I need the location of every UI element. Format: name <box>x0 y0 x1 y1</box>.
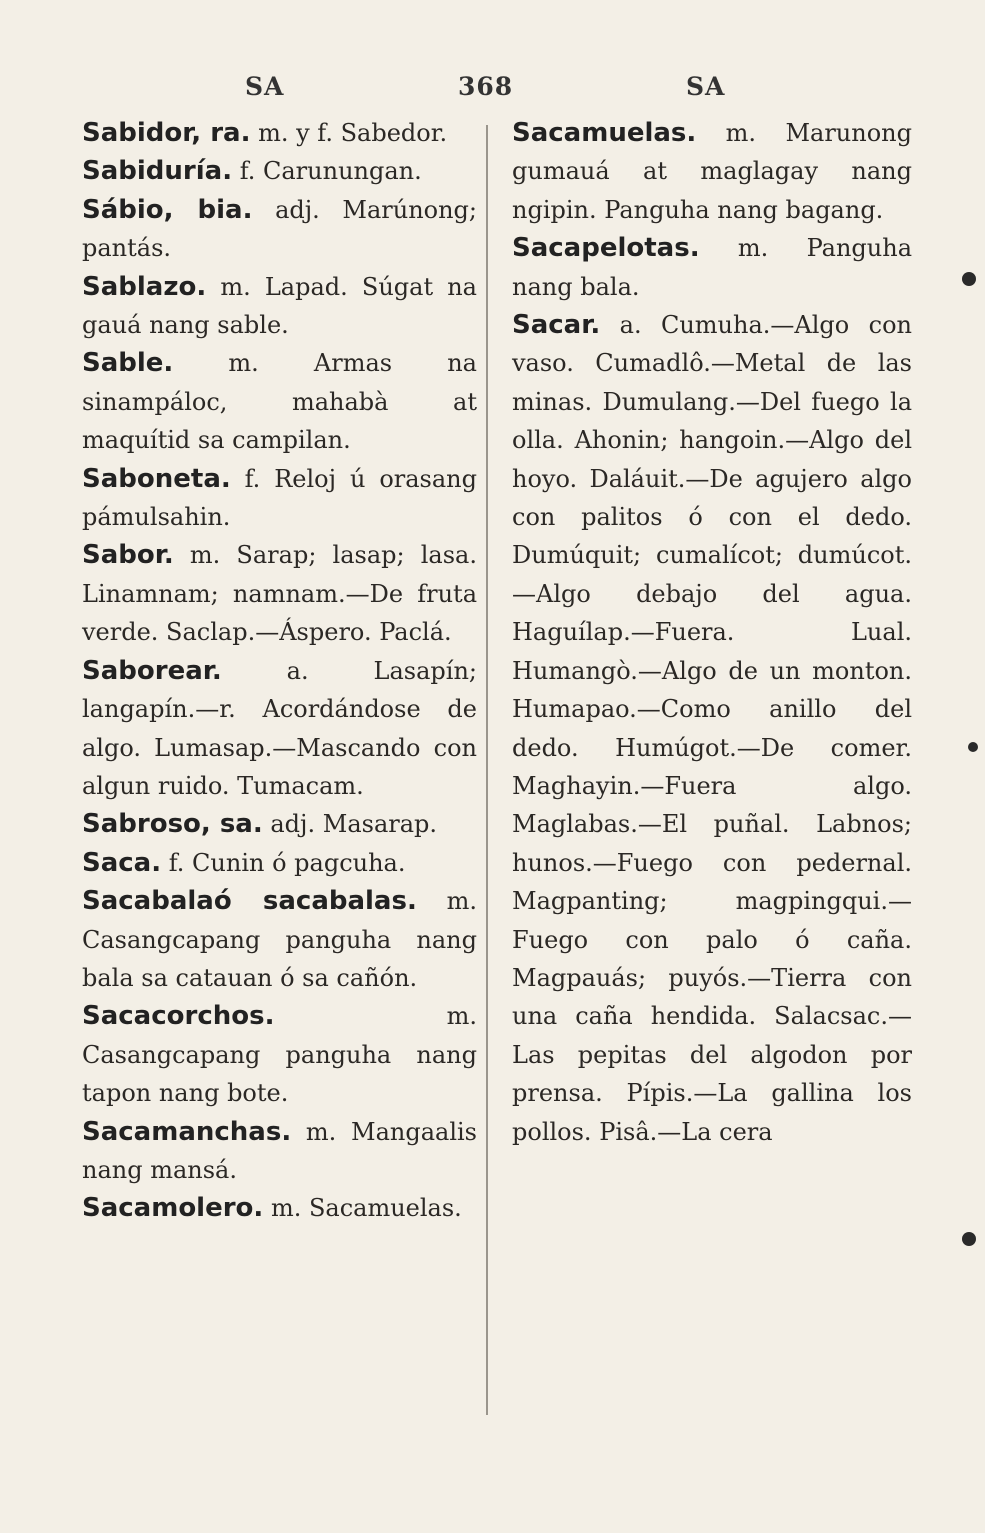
dictionary-entry <box>82 997 477 1112</box>
dictionary-entry <box>82 460 477 537</box>
entry-definition: m. Casangcapang panguha nang tapon nang bote. <box>82 1002 477 1108</box>
entry-headword: Saborear. <box>82 655 222 686</box>
entry-headword: Sabiduría. <box>82 156 233 187</box>
entry-headword: Sábio, bia. <box>82 194 253 225</box>
dictionary-entry <box>82 882 477 997</box>
dictionary-entry <box>82 652 477 806</box>
page-number: 368 <box>458 72 514 101</box>
entry-headword: Sabroso, sa. <box>82 809 263 840</box>
entry-definition: m. Sarap; lasap; lasa. Linamnam; namnam.—De fruta verde. Saclap.—Áspero. Paclá. <box>82 541 477 647</box>
entry-headword: Sacabalaó sacabalas. <box>82 886 417 917</box>
entry-definition: a. Cumuha.—Algo con vaso. Cumadlô.—Metal de las minas. Dumulang.—Del fuego la olla. Ahonin; hangoin.—Algo del hoyo. Daláuit.—De agujero algo con palitos ó con el dedo. Dumúquit; cumalícot; dumúcot.—Algo debajo del agua. Haguílap.—Fuera. Lual. Humangò.—Algo de un monton. Humapao.—Como anillo del dedo. Humúgot.—De comer. Maghayin.—Fuera algo. Maglabas.—El puñal. Labnos; hunos.—Fuego con pedernal. Magpanting; magpingqui.—Fuego con palo ó caña. Magpauás; puyós.—Tierra con una caña hendida. Salacsac.—Las pepitas del algodon por prensa. Pípis.—La gallina los pollos. Pisâ.—La cera <box>512 311 912 1146</box>
header-right-guide: SA <box>686 72 726 101</box>
header-left-guide: SA <box>245 72 285 101</box>
entry-headword: Sacamolero. <box>82 1193 264 1224</box>
page-header <box>0 72 985 112</box>
entry-headword: Sablazo. <box>82 271 207 302</box>
dictionary-entry <box>82 114 477 152</box>
entry-headword: Saca. <box>82 847 162 878</box>
ink-speck <box>962 1232 976 1246</box>
dictionary-entry <box>82 268 477 345</box>
dictionary-entry <box>82 1113 477 1190</box>
entry-headword: Sabidor, ra. <box>82 118 251 148</box>
entry-headword: Sabor. <box>82 540 174 571</box>
entry-definition: m. Marunong gumauá at maglagay nang ngipin. Panguha nang bagang. <box>512 119 912 224</box>
entry-definition: m. Sacamuelas. <box>270 1194 462 1223</box>
entry-headword: Sacar. <box>512 310 601 341</box>
dictionary-entry <box>512 306 912 1151</box>
entry-headword: Saboneta. <box>82 463 231 494</box>
dictionary-entry <box>82 805 477 843</box>
dictionary-entry <box>82 344 477 459</box>
entry-definition: adj. Marúnong; pantás. <box>82 195 478 263</box>
dictionary-entry <box>82 536 477 651</box>
entry-definition: m. y f. Sabedor. <box>258 119 448 147</box>
entry-definition: f. Reloj ú orasang pámulsahin. <box>82 464 477 532</box>
dictionary-entry <box>82 1189 477 1227</box>
entry-headword: Sacacorchos. <box>82 1001 275 1032</box>
entry-definition: f. Cunin ó pagcuha. <box>168 848 406 877</box>
column-divider <box>486 125 488 1415</box>
dictionary-entry <box>82 191 477 268</box>
dictionary-entry <box>82 152 477 190</box>
entry-headword: Sacapelotas. <box>512 233 700 264</box>
entry-definition: m. Panguha nang bala. <box>512 234 912 301</box>
entry-definition: m. Lapad. Súgat na gauá nang sable. <box>82 272 477 340</box>
entry-headword: Sable. <box>82 348 174 379</box>
dictionary-entry <box>82 844 477 882</box>
entry-definition: m. Mangaalis nang mansá. <box>82 1117 477 1184</box>
left-column <box>82 114 477 1228</box>
right-column <box>512 114 912 1151</box>
dictionary-entry <box>512 229 912 306</box>
entry-definition: f. Carunungan. <box>239 157 422 186</box>
ink-speck <box>962 272 976 286</box>
entry-definition: m. Armas na sinampáloc, mahabà at maquítid sa campilan. <box>82 349 477 455</box>
dictionary-entry <box>512 114 912 229</box>
entry-definition: adj. Masarap. <box>270 810 438 839</box>
ink-speck <box>968 742 978 752</box>
entry-headword: Sacamanchas. <box>82 1116 292 1147</box>
entry-definition: a. Lasapín; langapín.—r. Acordándose de algo. Lumasap.—Mascando con algun ruido. Tumacam. <box>82 656 477 800</box>
entry-definition: m. Casangcapang panguha nang bala sa catauan ó sa cañón. <box>82 887 477 992</box>
entry-headword: Sacamuelas. <box>512 118 697 148</box>
